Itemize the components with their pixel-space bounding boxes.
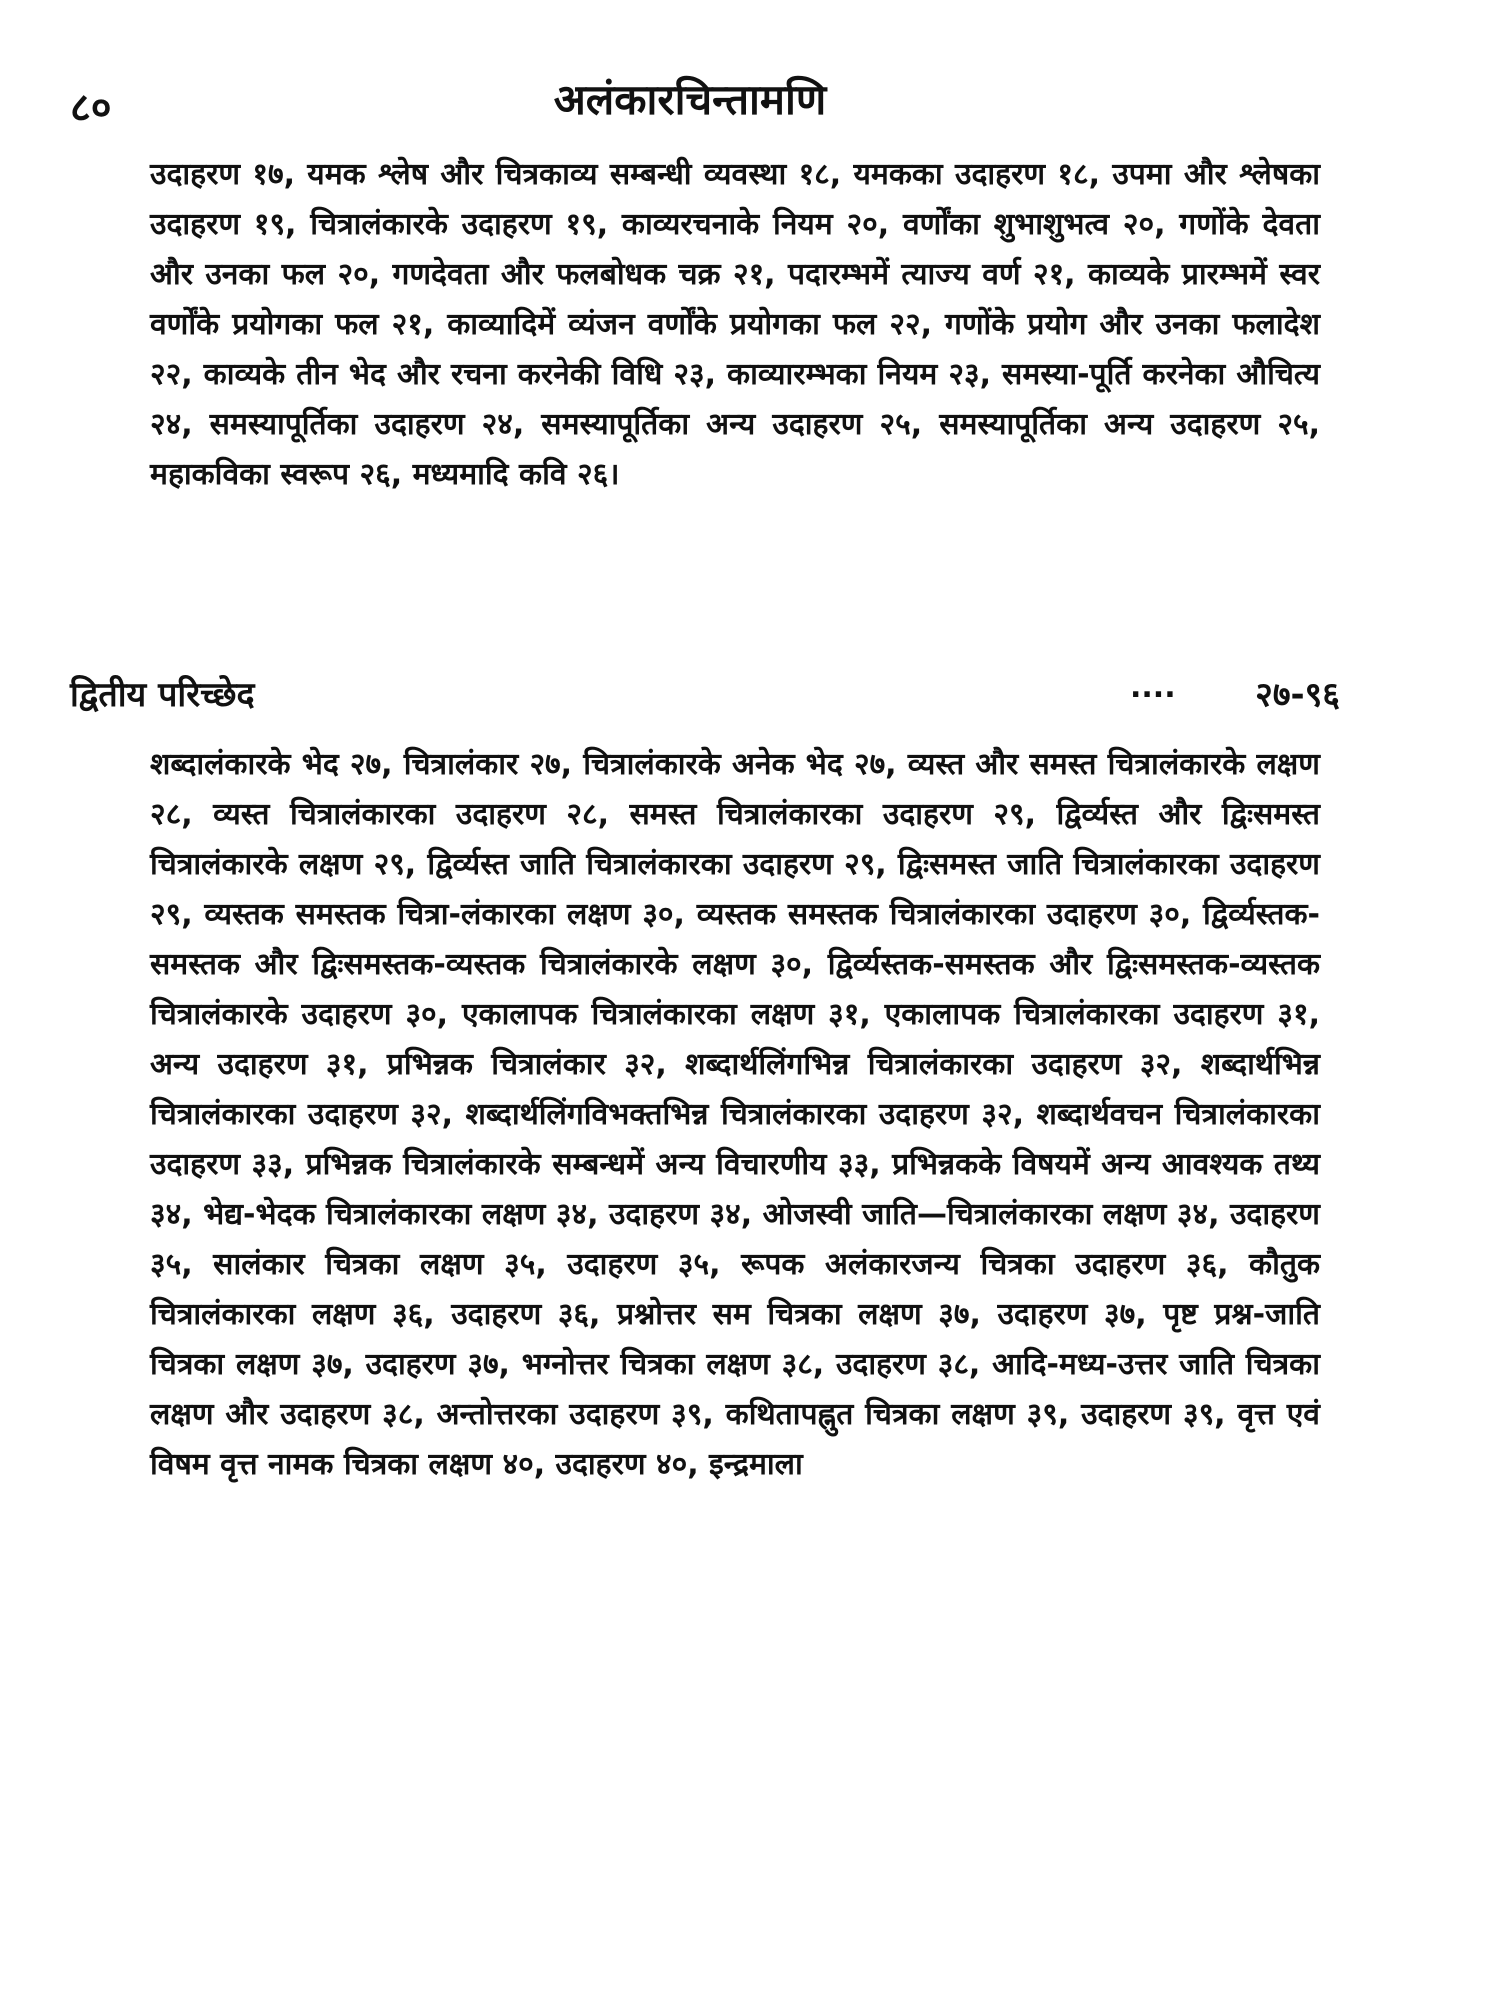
page-number: ८० xyxy=(70,85,112,131)
section-contents-entries: शब्दालंकारके भेद २७, चित्रालंकार २७, चित्रालंकारके अनेक भेद २७, व्यस्त और समस्त चित्रालंकारके लक्षण २८, व्यस्त चित्रालंकारका उदाहरण २८, समस्त चित्रालंकारका उदाहरण २९, द्विर्व्यस्त और द्विःसमस्त चित्रालंकारके लक्षण २९, द्विर्व्यस्त जाति चित्रालंकारका उदाहरण २९, द्विःसमस्त जाति चित्रालंकारका उदाहरण २९, व्यस्तक समस्तक चित्रा-लंकारका लक्षण ३०, व्यस्तक समस्तक चित्रालंकारका उदाहरण ३०, द्विर्व्यस्तक-समस्तक और द्विःसमस्तक-व्यस्तक चित्रालंकारके लक्षण ३०, द्विर्व्यस्तक-समस्तक और द्विःसमस्तक-व्यस्तक चित्रालंकारके उदाहरण ३०, एकालापक चित्रालंकारका लक्षण ३१, एकालापक चित्रालंकारका उदाहरण ३१, अन्य उदाहरण ३१, प्रभिन्नक चित्रालंकार ३२, शब्दार्थलिंगभिन्न चित्रालंकारका उदाहरण ३२, शब्दार्थभिन्न चित्रालंकारका उदाहरण ३२, शब्दार्थलिंगविभक्तभिन्न चित्रालंकारका उदाहरण ३२, शब्दार्थवचन चित्रालंकारका उदाहरण ३३, प्रभिन्नक चित्रालंकारके सम्बन्धमें अन्य विचारणीय ३३, प्रभिन्नकके विषयमें अन्य आवश्यक तथ्य ३४, भेद्य-भेदक चित्रालंकारका लक्षण ३४, उदाहरण ३४, ओजस्वी जाति—चित्रालंकारका लक्षण ३४, उदाहरण ३५, सालंकार चित्रका लक्षण ३५, उदाहरण ३५, रूपक अलंकारजन्य चित्रका उदाहरण ३६, कौतुक चित्रालंकारका लक्षण ३६, उदाहरण ३६, प्रश्नोत्तर सम चित्रका लक्षण ३७, उदाहरण ३७, पृष्ट प्रश्न-जाति चित्रका लक्षण ३७, उदाहरण ३७, भग्नोत्तर चित्रका लक्षण ३८, उदाहरण ३८, आदि-मध्य-उत्तर जाति चित्रका लक्षण और उदाहरण ३८, अन्तोत्तरका उदाहरण ३९, कथितापह्नुत चित्रका लक्षण ३९, उदाहरण ३९, वृत्त एवं विषम वृत्त नामक चित्रका लक्षण ४०, उदाहरण ४०, इन्द्रमाला xyxy=(150,747,1320,1482)
running-title: अलंकारचिन्तामणि xyxy=(553,75,827,124)
leader-dots: .... xyxy=(1130,670,1176,705)
continued-contents-entries: उदाहरण १७, यमक श्लेष और चित्रकाव्य सम्बन्धी व्यवस्था १८, यमकका उदाहरण १८, उपमा और श्लेषका उदाहरण १९, चित्रालंकारके उदाहरण १९, काव्यरचनाके नियम २०, वर्णोंका शुभाशुभत्व २०, गणोंके देवता और उनका फल २०, गणदेवता और फलबोधक चक्र २१, पदारम्भमें त्याज्य वर्ण २१, काव्यके प्रारम्भमें स्वर वर्णोंके प्रयोगका फल २१, काव्यादिमें व्यंजन वर्णोंके प्रयोगका फल २२, गणोंके प्रयोग और उनका फलादेश २२, काव्यके तीन भेद और रचना करनेकी विधि २३, काव्यारम्भका नियम २३, समस्या-पूर्ति करनेका औचित्य २४, समस्यापूर्तिका उदाहरण २४, समस्यापूर्तिका अन्य उदाहरण २५, समस्यापूर्तिका अन्य उदाहरण २५, महाकविका स्वरूप २६, मध्यमादि कवि २६। xyxy=(150,157,1320,492)
section-title: द्वितीय परिच्छेद xyxy=(70,675,255,715)
page-header xyxy=(70,70,1310,130)
section-page-range: २७-९६ xyxy=(1255,675,1340,715)
section-heading xyxy=(70,670,1340,720)
